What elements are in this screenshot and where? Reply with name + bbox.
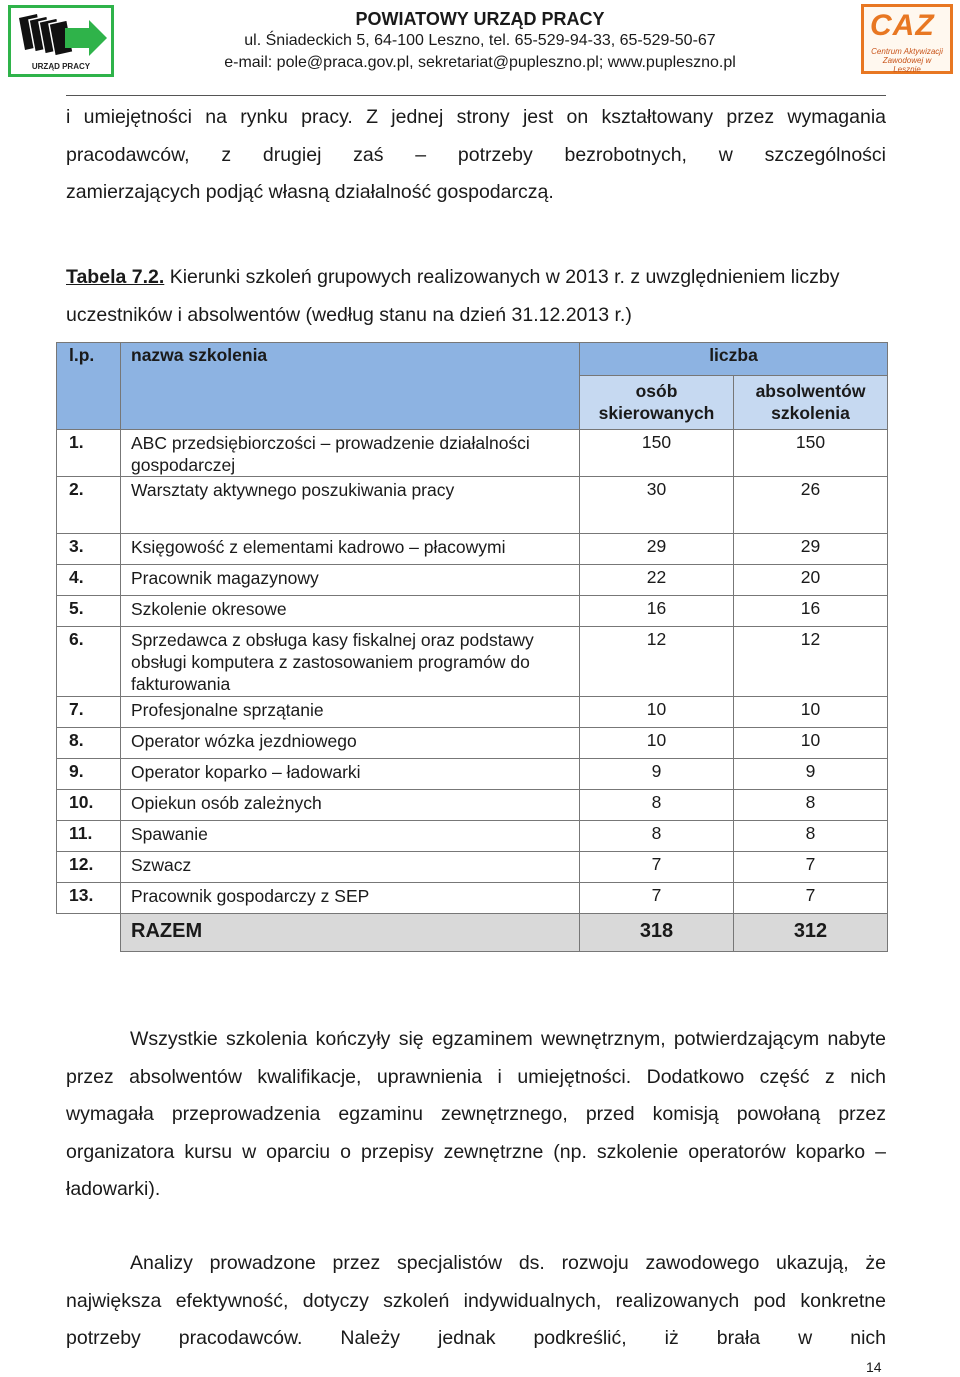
intro-line-2: pracodawców, z drugiej zaś – potrzeby bezrobotnych, w szczególności bbox=[66, 143, 886, 166]
table-row bbox=[57, 534, 888, 565]
header-text bbox=[120, 8, 840, 74]
row-grad: 8 bbox=[734, 821, 888, 852]
org-address: ul. Śniadeckich 5, 64-100 Leszno, tel. 65-529-94-33, 65-529-50-67 bbox=[244, 32, 716, 49]
row-lp: 1. bbox=[57, 430, 121, 477]
row-grad: 10 bbox=[734, 697, 888, 728]
table-row bbox=[57, 430, 888, 477]
row-grad: 7 bbox=[734, 883, 888, 914]
row-grad: 7 bbox=[734, 852, 888, 883]
table-total-row bbox=[57, 914, 888, 952]
row-lp: 10. bbox=[57, 790, 121, 821]
caz-logo-mark: CAZ bbox=[870, 9, 935, 42]
table-row bbox=[57, 697, 888, 728]
cards-arrow-icon bbox=[15, 12, 111, 62]
caz-logo-subtitle: Centrum Aktywizacji Zawodowej w Lesznie bbox=[871, 47, 943, 74]
col-grad-header: absolwentów szkolenia bbox=[734, 376, 888, 430]
row-name: Sprzedawca z obsługa kasy fiskalnej oraz podstawy obsługi komputera z zastosowaniem programów do fakturowania bbox=[121, 627, 580, 697]
table-caption bbox=[66, 258, 886, 334]
trainings-table bbox=[56, 342, 888, 952]
table-row bbox=[57, 883, 888, 914]
row-grad: 29 bbox=[734, 534, 888, 565]
row-name: Profesjonalne sprzątanie bbox=[121, 697, 580, 728]
row-grad: 26 bbox=[734, 477, 888, 534]
total-grad: 312 bbox=[734, 914, 888, 952]
row-name: Spawanie bbox=[121, 821, 580, 852]
col-lp-header: l.p. bbox=[57, 343, 121, 430]
org-name: POWIATOWY URZĄD PRACY bbox=[355, 9, 605, 29]
table-row bbox=[57, 790, 888, 821]
table-header-row bbox=[57, 343, 888, 376]
row-name: Szkolenie okresowe bbox=[121, 596, 580, 627]
row-grad: 20 bbox=[734, 565, 888, 596]
row-sent: 7 bbox=[580, 852, 734, 883]
table-caption-label: Tabela 7.2. bbox=[66, 266, 165, 288]
exam-paragraph bbox=[66, 1021, 886, 1209]
org-contact: e-mail: pole@praca.gov.pl, sekretariat@pupleszno.pl; www.pupleszno.pl bbox=[224, 54, 736, 71]
row-lp: 13. bbox=[57, 883, 121, 914]
row-lp: 4. bbox=[57, 565, 121, 596]
row-name: Operator koparko – ładowarki bbox=[121, 759, 580, 790]
table-row bbox=[57, 627, 888, 697]
row-sent: 22 bbox=[580, 565, 734, 596]
intro-line-1: i umiejętności na rynku pracy. Z jednej strony jest on kształtowany przez wymagania bbox=[66, 106, 886, 128]
row-sent: 150 bbox=[580, 430, 734, 477]
total-label: RAZEM bbox=[121, 914, 580, 952]
page-header bbox=[0, 0, 960, 98]
row-name: Pracownik gospodarczy z SEP bbox=[121, 883, 580, 914]
intro-paragraph bbox=[66, 99, 886, 212]
row-lp: 8. bbox=[57, 728, 121, 759]
analysis-paragraph-text: Analizy prowadzone przez specjalistów ds. rozwoju zawodowego ukazują, że największa efektywność, dotyczy szkoleń indywidualnych, realizowanych pod konkretne potrzeby pracodawców. Należy jednak podkreślić, iż brała w nich bbox=[66, 1252, 886, 1349]
row-sent: 30 bbox=[580, 477, 734, 534]
table-row bbox=[57, 477, 888, 534]
row-name: Szwacz bbox=[121, 852, 580, 883]
table-row bbox=[57, 852, 888, 883]
logo-left-label: URZĄD PRACY bbox=[31, 62, 91, 71]
row-lp: 11. bbox=[57, 821, 121, 852]
col-name-header: nazwa szkolenia bbox=[121, 343, 580, 430]
row-name: Opiekun osób zależnych bbox=[121, 790, 580, 821]
row-sent: 7 bbox=[580, 883, 734, 914]
total-sent: 318 bbox=[580, 914, 734, 952]
row-sent: 10 bbox=[580, 697, 734, 728]
col-count-header: liczba bbox=[580, 343, 888, 376]
table-caption-text: Kierunki szkoleń grupowych realizowanych w 2013 r. z uwzględnieniem liczby uczestników i absolwentów (według stanu na dzień 31.12.2013 r.) bbox=[66, 266, 840, 326]
row-sent: 8 bbox=[580, 790, 734, 821]
row-lp: 7. bbox=[57, 697, 121, 728]
row-sent: 8 bbox=[580, 821, 734, 852]
row-sent: 10 bbox=[580, 728, 734, 759]
row-sent: 12 bbox=[580, 627, 734, 697]
row-name: Warsztaty aktywnego poszukiwania pracy bbox=[121, 477, 580, 534]
table-row bbox=[57, 821, 888, 852]
row-sent: 9 bbox=[580, 759, 734, 790]
row-lp: 6. bbox=[57, 627, 121, 697]
row-lp: 3. bbox=[57, 534, 121, 565]
page-number: 14 bbox=[866, 1359, 882, 1375]
row-name: Pracownik magazynowy bbox=[121, 565, 580, 596]
caz-logo bbox=[861, 4, 953, 74]
row-name: Operator wózka jezdniowego bbox=[121, 728, 580, 759]
analysis-paragraph bbox=[66, 1245, 886, 1358]
row-grad: 10 bbox=[734, 728, 888, 759]
row-grad: 9 bbox=[734, 759, 888, 790]
row-name: Księgowość z elementami kadrowo – płacowymi bbox=[121, 534, 580, 565]
row-lp: 12. bbox=[57, 852, 121, 883]
row-grad: 150 bbox=[734, 430, 888, 477]
row-grad: 12 bbox=[734, 627, 888, 697]
urzad-pracy-logo bbox=[8, 5, 114, 77]
table-row bbox=[57, 728, 888, 759]
table-row bbox=[57, 759, 888, 790]
intro-line-3: zamierzających podjąć własną działalność gospodarczą. bbox=[66, 181, 554, 203]
row-grad: 16 bbox=[734, 596, 888, 627]
row-sent: 29 bbox=[580, 534, 734, 565]
exam-paragraph-text: Wszystkie szkolenia kończyły się egzaminem wewnętrznym, potwierdzającym nabyte przez absolwentów kwalifikacje, uprawnienia i umiejętności. Dodatkowo część z nich wymagała przeprowadzenia egzaminu zewnętrznego, przed komisją powołaną przez organizatora kursu w oparciu o przepisy zewnętrzne (np. szkolenie operatorów koparko – ładowarki). bbox=[66, 1028, 886, 1200]
table-row bbox=[57, 596, 888, 627]
row-lp: 9. bbox=[57, 759, 121, 790]
row-sent: 16 bbox=[580, 596, 734, 627]
row-lp: 5. bbox=[57, 596, 121, 627]
row-lp: 2. bbox=[57, 477, 121, 534]
header-divider bbox=[66, 95, 886, 96]
total-spacer bbox=[57, 914, 121, 952]
table-row bbox=[57, 565, 888, 596]
row-name: ABC przedsiębiorczości – prowadzenie działalności gospodarczej bbox=[121, 430, 580, 477]
row-grad: 8 bbox=[734, 790, 888, 821]
col-sent-header: osób skierowanych bbox=[580, 376, 734, 430]
